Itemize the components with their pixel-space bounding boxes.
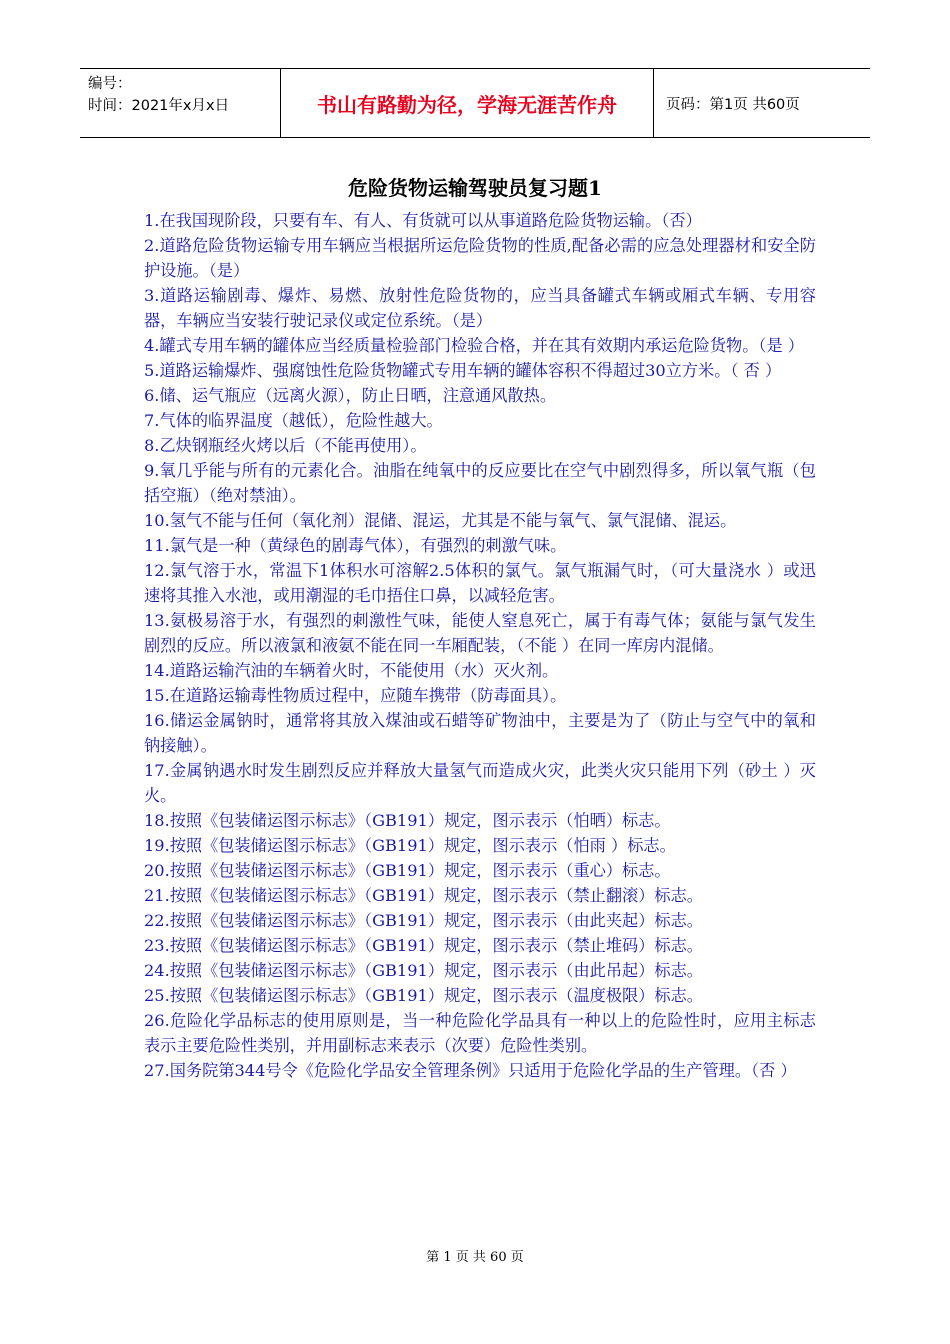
question-item: 8.乙炔钢瓶经火烤以后（不能再使用）。: [144, 436, 427, 455]
document-title: 危险货物运输驾驶员复习题1: [348, 176, 602, 200]
question-item: 22.按照《包装储运图示标志》（GB191）规定，图示表示（由此夹起）标志。: [144, 911, 703, 930]
question-item: 27.国务院第344号令《危险化学品安全管理条例》只适用于危险化学品的生产管理。（否 ）: [144, 1061, 797, 1080]
header-meta: [80, 69, 280, 137]
time-label: 时间：2021年x月x日: [88, 98, 230, 114]
page-header: [80, 68, 870, 138]
header-page-info: 页码：第1页 共60页: [666, 96, 800, 113]
question-item: 20.按照《包装储运图示标志》（GB191）规定，图示表示（重心）标志。: [144, 861, 671, 880]
question-item: 13.氨极易溶于水，有强烈的刺激性气味，能使人窒息死亡，属于有毒气体；氨能与氯气发生剧烈的反应。所以液氯和液氨不能在同一车厢配装，（不能 ）在同一库房内混储。: [144, 611, 816, 655]
question-item: 23.按照《包装储运图示标志》（GB191）规定，图示表示（禁止堆码）标志。: [144, 936, 703, 955]
header-motto: 书山有路勤为径，学海无涯苦作舟: [280, 69, 654, 137]
question-item: 6.储、运气瓶应（远离火源），防止日晒，注意通风散热。: [144, 386, 557, 405]
question-item: 21.按照《包装储运图示标志》（GB191）规定，图示表示（禁止翻滚）标志。: [144, 886, 703, 905]
question-item: 7.气体的临界温度（越低），危险性越大。: [144, 411, 443, 430]
page-footer: 第 1 页 共 60 页: [426, 1250, 524, 1265]
question-item: 16.储运金属钠时，通常将其放入煤油或石蜡等矿物油中，主要是为了（防止与空气中的氧和钠接触）。: [144, 711, 816, 755]
question-item: 24.按照《包装储运图示标志》（GB191）规定，图示表示（由此吊起）标志。: [144, 961, 703, 980]
question-item: 9.氧几乎能与所有的元素化合。油脂在纯氧中的反应要比在空气中剧烈得多，所以氧气瓶（包括空瓶）（绝对禁油）。: [144, 461, 816, 505]
question-item: 14.道路运输汽油的车辆着火时，不能使用（水）灭火剂。: [144, 661, 559, 680]
question-item: 17.金属钠遇水时发生剧烈反应并释放大量氢气而造成火灾，此类火灾只能用下列（砂土 ）灭火。: [144, 761, 816, 805]
question-item: 15.在道路运输毒性物质过程中，应随车携带（防毒面具）。: [144, 686, 567, 705]
question-item: 12.氯气溶于水，常温下1体积水可溶解2.5体积的氯气。氯气瓶漏气时，（可大量浇水 ）或迅速将其推入水池，或用潮湿的毛巾捂住口鼻，以减轻危害。: [144, 561, 816, 605]
question-item: 1.在我国现阶段，只要有车、有人、有货就可以从事道路危险货物运输。（否）: [144, 211, 702, 230]
question-item: 26.危险化学品标志的使用原则是，当一种危险化学品具有一种以上的危险性时，应用主标志表示主要危险性类别，并用副标志来表示（次要）危险性类别。: [144, 1011, 816, 1055]
question-item: 25.按照《包装储运图示标志》（GB191）规定，图示表示（温度极限）标志。: [144, 986, 703, 1005]
question-item: 4.罐式专用车辆的罐体应当经质量检验部门检验合格，并在其有效期内承运危险货物。（是 ）: [144, 336, 804, 355]
question-item: 10.氢气不能与任何（氧化剂）混储、混运，尤其是不能与氧气、氯气混储、混运。: [144, 511, 737, 530]
question-item: 3.道路运输剧毒、爆炸、易燃、放射性危险货物的，应当具备罐式车辆或厢式车辆、专用容器，车辆应当安装行驶记录仪或定位系统。（是）: [144, 286, 816, 330]
question-list: [144, 208, 816, 1083]
number-label: 编号：: [88, 76, 132, 92]
question-item: 11.氯气是一种（黄绿色的剧毒气体），有强烈的刺激气味。: [144, 536, 567, 555]
question-item: 18.按照《包装储运图示标志》（GB191）规定，图示表示（怕晒）标志。: [144, 811, 671, 830]
question-item: 2.道路危险货物运输专用车辆应当根据所运危险货物的性质,配备必需的应急处理器材和安全防护设施。（是）: [144, 236, 816, 280]
question-item: 5.道路运输爆炸、强腐蚀性危险货物罐式专用车辆的罐体容积不得超过30立方米。（ 否 ）: [144, 361, 782, 380]
question-item: 19.按照《包装储运图示标志》（GB191）规定，图示表示（怕雨 ）标志。: [144, 836, 676, 855]
